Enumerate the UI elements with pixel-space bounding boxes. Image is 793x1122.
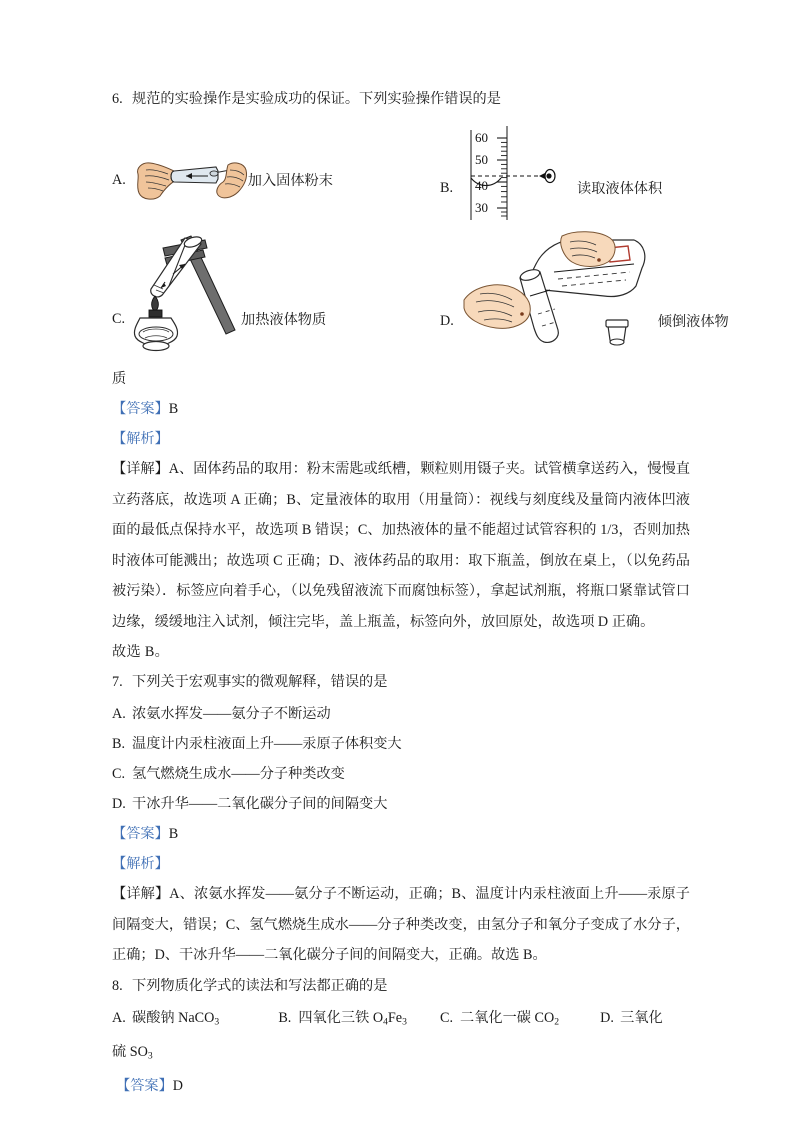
option-c-letter: C. xyxy=(112,310,126,327)
question-7-option-c xyxy=(112,759,690,789)
question-6-answer xyxy=(112,394,690,424)
option-d-letter: D. xyxy=(600,1009,614,1026)
question-6-stem-text: 规范的实验操作是实验成功的保证。下列实验操作错误的是 xyxy=(132,91,501,107)
question-7-option-a xyxy=(112,699,690,729)
option-b-formula: $O_4Fe_3$ xyxy=(372,1009,407,1027)
pouring-liquid-test-tube-icon xyxy=(458,234,658,352)
detail-text: A、浓氨水挥发——氨分子不断运动，正确；B、温度计内汞柱液面上升——汞原子间隔变大，错误；C、氢气燃烧生成水——分子种类改变，由氢分子和氧分子变成了水分子，正确；D、干冰升华——二氧化碳分子间的间隔变大，正确。故选 B。 xyxy=(112,886,690,963)
answer-label: 【答案】 xyxy=(112,826,169,842)
question-6-option-c xyxy=(112,234,326,352)
cylinder-tick-30: 30 xyxy=(475,200,489,215)
cylinder-tick-60: 60 xyxy=(475,130,489,145)
option-a-formula: NaCO$_3$ xyxy=(178,1009,220,1027)
question-8-stem xyxy=(112,971,690,1001)
question-6-analysis-label: 【解析】 xyxy=(112,431,169,447)
question-8-options-row xyxy=(112,1003,690,1037)
answer-label: 【答案】 xyxy=(116,1078,173,1095)
cylinder-tick-40: 40 xyxy=(475,178,489,193)
option-c-formula: $CO_2$ xyxy=(534,1009,560,1027)
question-6-stem xyxy=(112,84,690,114)
option-c-text: 氢气燃烧生成水——分子种类改变 xyxy=(132,766,345,782)
question-7-answer xyxy=(112,819,690,849)
question-6-figures-row2 xyxy=(112,234,729,364)
question-8-option-d-continued xyxy=(112,1037,690,1071)
option-c-letter: C. xyxy=(440,1009,454,1026)
option-b-letter: B. xyxy=(440,179,454,196)
question-6-figures-row1 xyxy=(112,116,690,234)
option-d-name-overflow: 硫 xyxy=(112,1043,127,1060)
detail-label: 【详解】 xyxy=(112,886,170,902)
option-b-letter: B. xyxy=(278,1009,292,1026)
option-d-formula: $SO_3$ xyxy=(129,1043,153,1062)
option-c-caption: 加热液体物质 xyxy=(241,312,327,328)
question-8-number: 8. xyxy=(112,977,123,994)
question-6-option-d xyxy=(440,234,729,352)
question-7-option-b xyxy=(112,729,690,759)
question-6-number: 6. xyxy=(112,91,123,107)
question-7-analysis-label: 【解析】 xyxy=(112,856,169,872)
option-a-name: 碳酸钠 xyxy=(132,1009,175,1026)
answer-label: 【答案】 xyxy=(112,401,169,417)
question-7-detail xyxy=(112,879,690,971)
cylinder-tick-50: 50 xyxy=(475,152,489,167)
graduated-cylinder-eye-icon xyxy=(457,124,577,224)
question-6-option-a xyxy=(112,152,333,208)
option-b-name: 四氧化三铁 xyxy=(298,1009,370,1026)
option-b-letter: B. xyxy=(112,736,126,752)
hands-test-tube-powder-icon xyxy=(130,152,248,208)
option-c-name: 二氧化一碳 xyxy=(460,1009,531,1026)
question-8-option-d xyxy=(600,1010,663,1026)
option-d-text: 干冰升华——二氧化碳分子间的间隔变大 xyxy=(132,796,388,812)
detail-text: A、固体药品的取用：粉末需匙或纸槽，颗粒则用镊子夹。试管横拿送药入，慢慢直立药落底，故选项 A 正确；B、定量液体的取用（用量筒）：视线与刻度线及量筒内液体凹液面的最低点保持水平，故选项 B 错误；C、加热液体的量不能超过试管容积的 1/3，否则加热时液体可能溅出；故选项 C 正确；D、液体药品的取用：取下瓶盖，倒放在桌上，（以免药品被污染）．标签应向着手心，（以免残留液流下而腐蚀标签），拿起试剂瓶，将瓶口紧靠试管口边缘，缓缓地注入试剂，倾注完毕，盖上瓶盖，标签向外，放回原处，故选项 D 正确。 xyxy=(112,461,690,630)
question-6-conclusion: 故选 B。 xyxy=(112,644,170,660)
option-c-letter: C. xyxy=(112,766,126,782)
detail-label: 【详解】 xyxy=(112,461,169,477)
option-a-letter: A. xyxy=(112,1009,126,1026)
option-d-caption: 倾倒液体物 xyxy=(657,314,729,330)
answer-value: B xyxy=(168,401,179,417)
option-d-letter: D. xyxy=(440,312,454,329)
answer-value: B xyxy=(168,826,179,842)
question-8-option-b xyxy=(278,1010,410,1026)
question-7-option-d xyxy=(112,789,690,819)
question-7-number: 7. xyxy=(112,674,123,690)
question-7-stem-text: 下列关于宏观事实的微观解释，错误的是 xyxy=(132,674,388,690)
answer-value: D xyxy=(172,1078,184,1095)
option-b-text: 温度计内汞柱液面上升——汞原子体积变大 xyxy=(132,736,402,752)
option-d-name: 三氧化 xyxy=(620,1009,663,1026)
page-content xyxy=(112,84,729,1101)
option-a-caption: 加入固体粉末 xyxy=(247,173,333,189)
option-b-caption: 读取液体体积 xyxy=(577,181,663,197)
question-8-option-a xyxy=(112,1010,223,1026)
question-6-caption-overflow: 质 xyxy=(112,371,127,387)
option-a-text: 浓氨水挥发——氨分子不断运动 xyxy=(132,706,331,722)
question-8-stem-text: 下列物质化学式的读法和写法都正确的是 xyxy=(132,977,388,994)
question-8-answer xyxy=(112,1071,690,1101)
option-a-letter: A. xyxy=(112,706,126,722)
heating-test-tube-alcohol-lamp-icon xyxy=(129,234,241,352)
question-7-stem xyxy=(112,667,690,697)
option-a-letter: A. xyxy=(112,171,126,188)
option-d-letter: D. xyxy=(112,796,126,812)
question-6-option-b xyxy=(440,124,662,224)
question-8-option-c xyxy=(440,1010,563,1026)
question-6-detail xyxy=(112,454,690,637)
